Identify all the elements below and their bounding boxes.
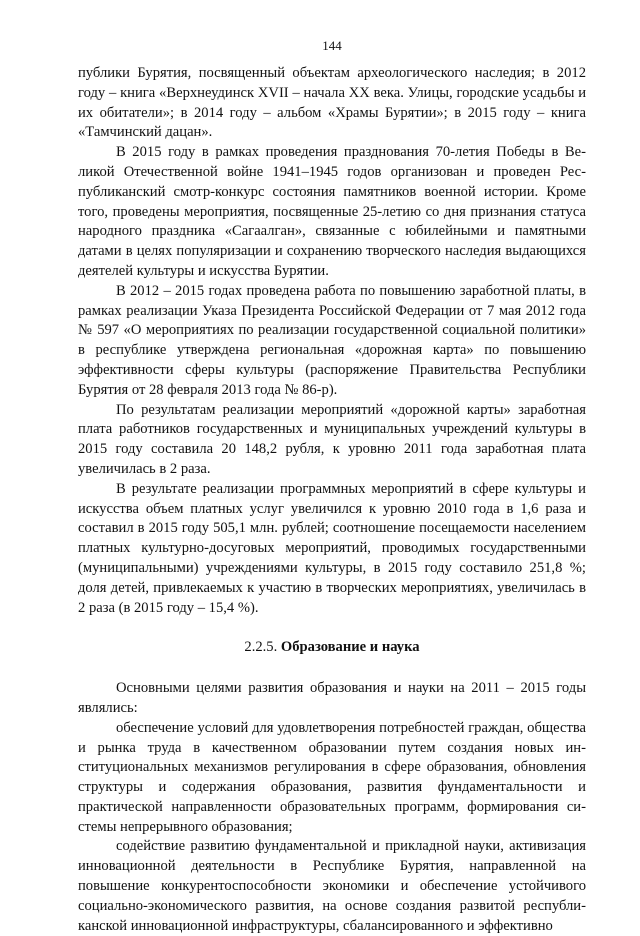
document-page bbox=[78, 38, 586, 936]
paragraph: В 2012 – 2015 годах проведена работа по повышению заработной платы, в рамках реализации Указа Президента Российской Федерации от 7 мая 2012 года № 597 «О мероприятиях по реализации государственной социальной политики» в республике утверждена региональная «дорожная карта» по повышению эффективности сферы культуры (распоряжение Правительства Республики Бурятия от 28 февраля 2013 года № 86-р). bbox=[78, 282, 586, 398]
paragraph: содействие развитию фундаментальной и прикладной науки, активизация инновационной деятельности в Республике Бурятия, направленной на повышение конкурентоспособности экономики и обеспечение устойчивого социально-экономического развития, на основе создания развитой республиканской инновационной инфраструктуры, сбалансированного и эффективно bbox=[78, 838, 586, 934]
paragraph: В результате реализации программных мероприятий в сфере культуры и искусства объем платных услуг увеличился к уровню 2010 года в 1,6 раза и составил в 2015 году 505,1 млн. рублей; соотношение посещаемости населением платных культурно-досуговых мероприятий, проводимых государственными (муниципальными) учреждениями культуры, в 2015 году составило 251,8 %; доля детей, привлекаемых к участию в творческих мероприятиях, увеличилась в 2 раза (в 2015 году – 15,4 %). bbox=[78, 480, 586, 616]
top-text-block bbox=[78, 64, 586, 618]
paragraph: В 2015 году в рамках проведения празднования 70-летия Победы в Великой Отечественной войне 1941–1945 годов организован и проведен Республиканский смотр-конкурс состояния памятников военной истории. Кроме того, проведены мероприятия, посвященные 25-летию со дня признания статуса народного праздника «Сагаалган», связанные с юбилейными и памятными датами в целях популяризации и сохранению творческого наследия выдающихся деятелей культуры и искусства Бурятии. bbox=[78, 144, 586, 279]
section-heading bbox=[78, 638, 586, 658]
section-number: 2.2.5. bbox=[244, 639, 281, 656]
paragraph: обеспечение условий для удовлетворения потребностей граждан, общества и рынка труда в качественном образовании путем создания новых институциональных механизмов регулирования в сфере образования, обновления структуры и содержания образования, развития фундаментальности и практической направленности образовательных программ, формирования системы непрерывного образования; bbox=[78, 719, 586, 835]
paragraph: публики Бурятия, посвященный объектам археологического наследия; в 2012 году – книга «Верхнеудинск XVII – начала XX века. Улицы, городские усадьбы и их обитатели»; в 2014 году – альбом «Храмы Бурятии»; в 2015 году – книга «Тамчинский дацан». bbox=[78, 65, 586, 141]
bottom-text-block bbox=[78, 679, 586, 936]
paragraph: По результатам реализации мероприятий «дорожной карты» заработная плата работников государственных и муниципальных учреждений культуры в 2015 году составила 20 148,2 рубля, к уровню 2011 года заработная плата увеличилась в 2 раза. bbox=[78, 401, 586, 477]
page-number: 144 bbox=[322, 38, 342, 53]
section-title: Образование и наука bbox=[280, 639, 420, 656]
paragraph: Основными целями развития образования и науки на 2011 – 2015 годы являлись: bbox=[78, 680, 586, 716]
